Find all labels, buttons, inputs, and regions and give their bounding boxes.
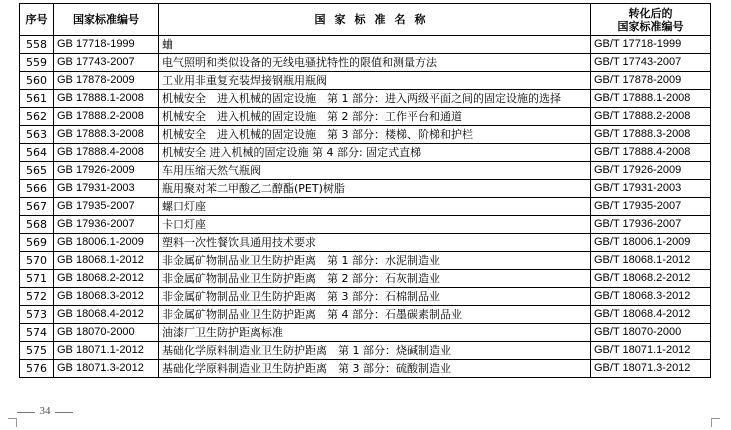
standards-table	[19, 3, 711, 378]
table-row	[20, 108, 711, 126]
row-code: GB 18071.3-2012	[54, 360, 159, 378]
row-seq: 571	[20, 270, 54, 288]
row-converted-code: GB/T 18068.1-2012	[591, 252, 711, 270]
row-seq: 569	[20, 234, 54, 252]
row-converted-code: GB/T 18006.1-2009	[591, 234, 711, 252]
row-name: 非金属矿物制品业卫生防护距离 第 2 部分：石灰制造业	[159, 270, 591, 288]
row-converted-code: GB/T 17926-2009	[591, 162, 711, 180]
row-name: 机械安全 进入机械的固定设施 第 3 部分：楼梯、阶梯和护栏	[159, 126, 591, 144]
header-converted-line1: 转化后的	[628, 6, 673, 20]
row-code: GB 17718-1999	[54, 36, 159, 54]
table-row	[20, 252, 711, 270]
table-row	[20, 342, 711, 360]
row-seq: 570	[20, 252, 54, 270]
row-seq: 573	[20, 306, 54, 324]
row-code: GB 18068.4-2012	[54, 306, 159, 324]
row-name: 工业用非重复充装焊接钢瓶用瓶阀	[159, 72, 591, 90]
row-seq: 565	[20, 162, 54, 180]
row-converted-code: GB/T 18070-2000	[591, 324, 711, 342]
table-row	[20, 72, 711, 90]
row-code: GB 17931-2003	[54, 180, 159, 198]
row-code: GB 17743-2007	[54, 54, 159, 72]
row-seq: 559	[20, 54, 54, 72]
row-seq: 567	[20, 198, 54, 216]
table-row	[20, 234, 711, 252]
table-row	[20, 90, 711, 108]
row-converted-code: GB/T 17936-2007	[591, 216, 711, 234]
header-converted-code	[591, 4, 711, 36]
table-row	[20, 198, 711, 216]
crop-mark-left	[8, 418, 17, 427]
row-code: GB 17888.1-2008	[54, 90, 159, 108]
row-name: 非金属矿物制品业卫生防护距离 第 1 部分：水泥制造业	[159, 252, 591, 270]
row-code: GB 17878-2009	[54, 72, 159, 90]
row-code: GB 18071.1-2012	[54, 342, 159, 360]
row-converted-code: GB/T 18071.1-2012	[591, 342, 711, 360]
page-number: 34	[39, 405, 51, 417]
row-code: GB 18006.1-2009	[54, 234, 159, 252]
table-row	[20, 360, 711, 378]
footer-dash-left	[17, 412, 35, 413]
table-row	[20, 54, 711, 72]
row-converted-code: GB/T 17935-2007	[591, 198, 711, 216]
row-converted-code: GB/T 17878-2009	[591, 72, 711, 90]
row-converted-code: GB/T 17888.2-2008	[591, 108, 711, 126]
row-name: 基础化学原料制造业卫生防护距离 第 1 部分：烧碱制造业	[159, 342, 591, 360]
row-seq: 574	[20, 324, 54, 342]
table-row	[20, 162, 711, 180]
table-row	[20, 180, 711, 198]
row-name: 电气照明和类似设备的无线电骚扰特性的限值和测量方法	[159, 54, 591, 72]
footer-dash-right	[55, 412, 73, 413]
row-name: 非金属矿物制品业卫生防护距离 第 3 部分：石棉制品业	[159, 288, 591, 306]
table-row	[20, 126, 711, 144]
row-converted-code: GB/T 17743-2007	[591, 54, 711, 72]
row-converted-code: GB/T 18068.2-2012	[591, 270, 711, 288]
row-converted-code: GB/T 17888.1-2008	[591, 90, 711, 108]
row-name: 机械安全 进入机械的固定设施 第 1 部分：进入两级平面之间的固定设施的选择	[159, 90, 591, 108]
row-converted-code: GB/T 18068.4-2012	[591, 306, 711, 324]
row-name: 油漆厂卫生防护距离标准	[159, 324, 591, 342]
row-converted-code: GB/T 17888.4-2008	[591, 144, 711, 162]
row-code: GB 17926-2009	[54, 162, 159, 180]
row-seq: 575	[20, 342, 54, 360]
table-row	[20, 270, 711, 288]
row-converted-code: GB/T 17888.3-2008	[591, 126, 711, 144]
table-row	[20, 144, 711, 162]
header-seq: 序号	[20, 4, 54, 36]
table-row	[20, 216, 711, 234]
row-name: 瓶用聚对苯二甲酸乙二醇酯(PET)树脂	[159, 180, 591, 198]
row-converted-code: GB/T 18071.3-2012	[591, 360, 711, 378]
row-seq: 562	[20, 108, 54, 126]
row-seq: 561	[20, 90, 54, 108]
row-name: 基础化学原料制造业卫生防护距离 第 3 部分：硫酸制造业	[159, 360, 591, 378]
row-name: 塑料一次性餐饮具通用技术要求	[159, 234, 591, 252]
row-converted-code: GB/T 18068.3-2012	[591, 288, 711, 306]
row-name: 非金属矿物制品业卫生防护距离 第 4 部分：石墨碳素制品业	[159, 306, 591, 324]
header-code: 国家标准编号	[54, 4, 159, 36]
row-code: GB 17888.2-2008	[54, 108, 159, 126]
row-seq: 558	[20, 36, 54, 54]
row-code: GB 17888.3-2008	[54, 126, 159, 144]
header-name: 国家标准名称	[159, 4, 591, 36]
row-converted-code: GB/T 17931-2003	[591, 180, 711, 198]
row-name: 车用压缩天然气瓶阀	[159, 162, 591, 180]
row-code: GB 17888.4-2008	[54, 144, 159, 162]
row-name: 蛐	[159, 36, 591, 54]
row-seq: 563	[20, 126, 54, 144]
row-seq: 572	[20, 288, 54, 306]
row-code: GB 18068.3-2012	[54, 288, 159, 306]
table-row	[20, 288, 711, 306]
row-seq: 568	[20, 216, 54, 234]
row-name: 卡口灯座	[159, 216, 591, 234]
header-converted-line2: 国家标准编号	[617, 19, 684, 33]
row-seq: 564	[20, 144, 54, 162]
row-code: GB 17936-2007	[54, 216, 159, 234]
row-seq: 576	[20, 360, 54, 378]
row-code: GB 17935-2007	[54, 198, 159, 216]
row-name: 机械安全 进入机械的固定设施 第 4 部分: 固定式直梯	[159, 144, 591, 162]
row-converted-code: GB/T 17718-1999	[591, 36, 711, 54]
table-row	[20, 36, 711, 54]
row-code: GB 18070-2000	[54, 324, 159, 342]
row-name: 机械安全 进入机械的固定设施 第 2 部分：工作平台和通道	[159, 108, 591, 126]
crop-mark-right	[711, 418, 720, 427]
table-row	[20, 324, 711, 342]
table-row	[20, 306, 711, 324]
table-header-row	[20, 4, 711, 36]
row-seq: 560	[20, 72, 54, 90]
row-name: 螺口灯座	[159, 198, 591, 216]
row-code: GB 18068.1-2012	[54, 252, 159, 270]
row-code: GB 18068.2-2012	[54, 270, 159, 288]
row-seq: 566	[20, 180, 54, 198]
table-body	[20, 36, 711, 378]
